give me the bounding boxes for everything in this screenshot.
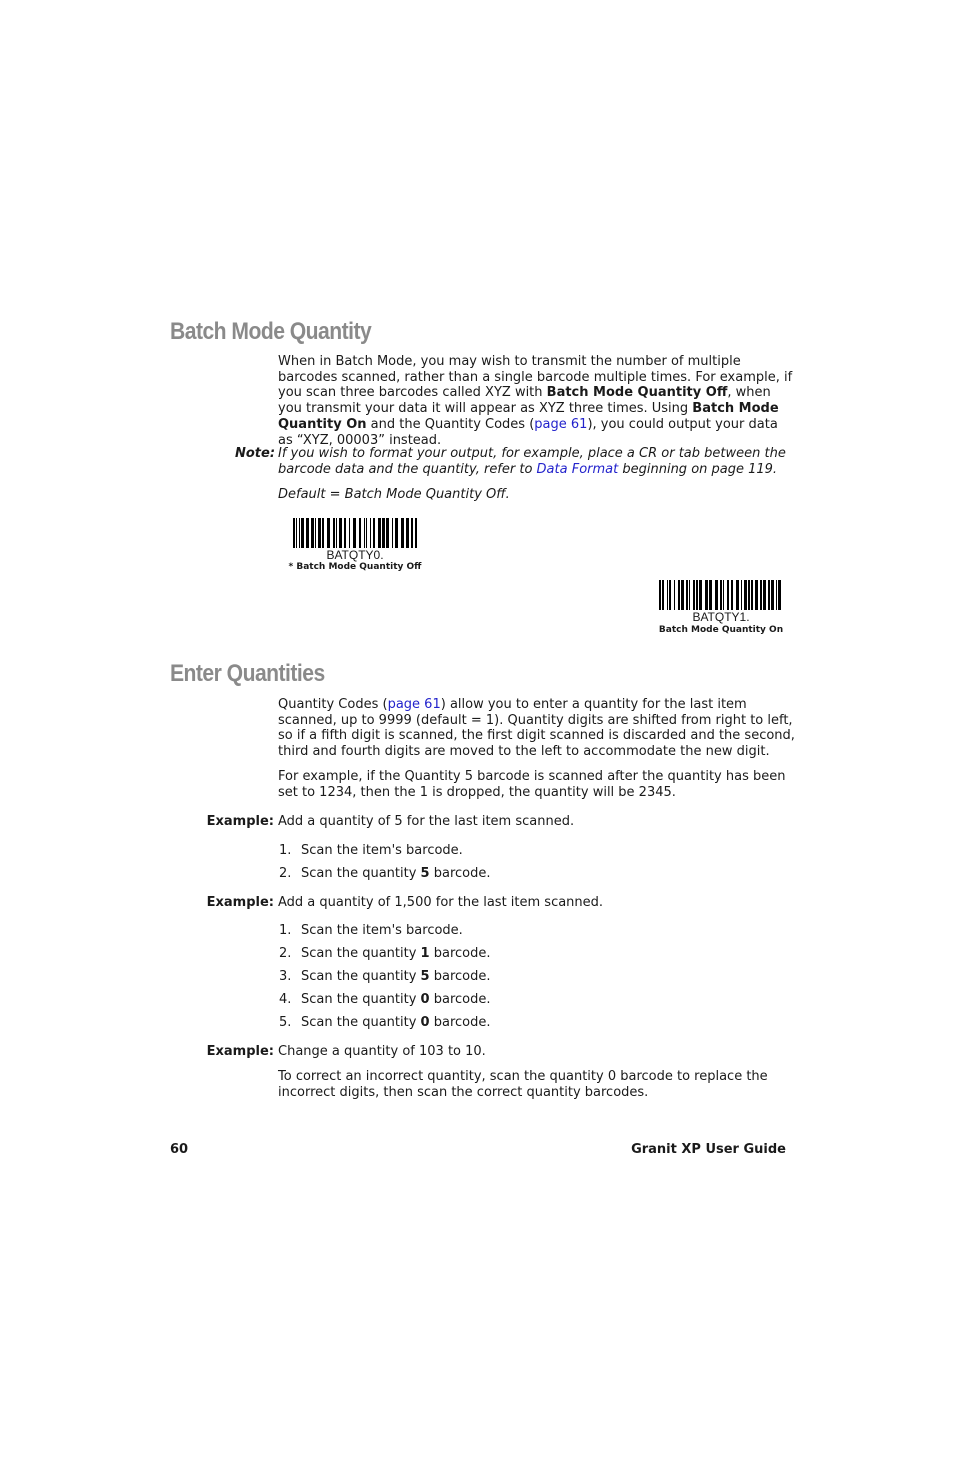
note-label: Note: (235, 446, 276, 461)
example-label-1: Example: (206, 814, 274, 829)
batch-mode-paragraph: When in Batch Mode, you may wish to transmit the number of multiple barcodes scanned, rather than a single barcode multiple times. For example, if you scan three barcodes called XYZ with Batch Mode Quantity Off, when you transmit your data it will appear as XYZ three times. Using Batch Mode Quantity On and the Quantity Codes (page 61), you could output your data as “XYZ, 00003” instead. (278, 354, 793, 448)
default-text: Default = Batch Mode Quantity Off. (278, 487, 510, 502)
barcode-batch-quantity-off[interactable] (292, 518, 418, 562)
example-label-2: Example: (206, 895, 274, 910)
page-61-link-2[interactable]: page 61 (387, 697, 441, 712)
section-title-enter-quantities: Enter Quantities (170, 660, 325, 687)
guide-title: Granit XP User Guide (631, 1142, 786, 1157)
data-format-link[interactable]: Data Format (536, 461, 619, 477)
example-text-1: Add a quantity of 5 for the last item scanned. (278, 814, 575, 829)
barcode-code-on: BATQTY1. (692, 610, 750, 624)
barcode-bars-off (292, 518, 418, 548)
barcode-code-off: BATQTY0. (326, 548, 384, 562)
page-61-link[interactable]: page 61 (534, 416, 588, 432)
example-text-2: Add a quantity of 1,500 for the last item scanned. (278, 895, 604, 910)
note-text: If you wish to format your output, for example, place a CR or tab between the barcode data and the quantity, refer to Data Format beginning on page 119. (278, 446, 786, 477)
example-paragraph: For example, if the Quantity 5 barcode is scanned after the quantity has been set to 1234, then the 1 is dropped, the quantity will be 2345. (278, 769, 786, 800)
barcode-caption-on: Batch Mode Quantity On (658, 625, 784, 635)
section-title-batch-mode-quantity: Batch Mode Quantity (170, 318, 372, 345)
page-number: 60 (170, 1142, 189, 1157)
enter-quantities-paragraph: Quantity Codes (page 61) allow you to enter a quantity for the last item scanned, up to 9999 (default = 1). Quantity digits are shifted from right to left, so if a fifth digit is scanned, the first digit scanned is discarded and the second, third and fourth digits are moved to the left to accommodate the new digit. (278, 697, 795, 760)
correction-paragraph: To correct an incorrect quantity, scan the quantity 0 barcode to replace the incorrect digits, then scan the correct quantity barcodes. (278, 1069, 768, 1100)
barcode-caption-off: * Batch Mode Quantity Off (288, 562, 422, 572)
barcode-batch-quantity-on[interactable] (658, 580, 784, 624)
barcode-bars-on (658, 580, 784, 610)
example-label-3: Example: (206, 1044, 274, 1059)
example-text-3: Change a quantity of 103 to 10. (278, 1044, 486, 1059)
